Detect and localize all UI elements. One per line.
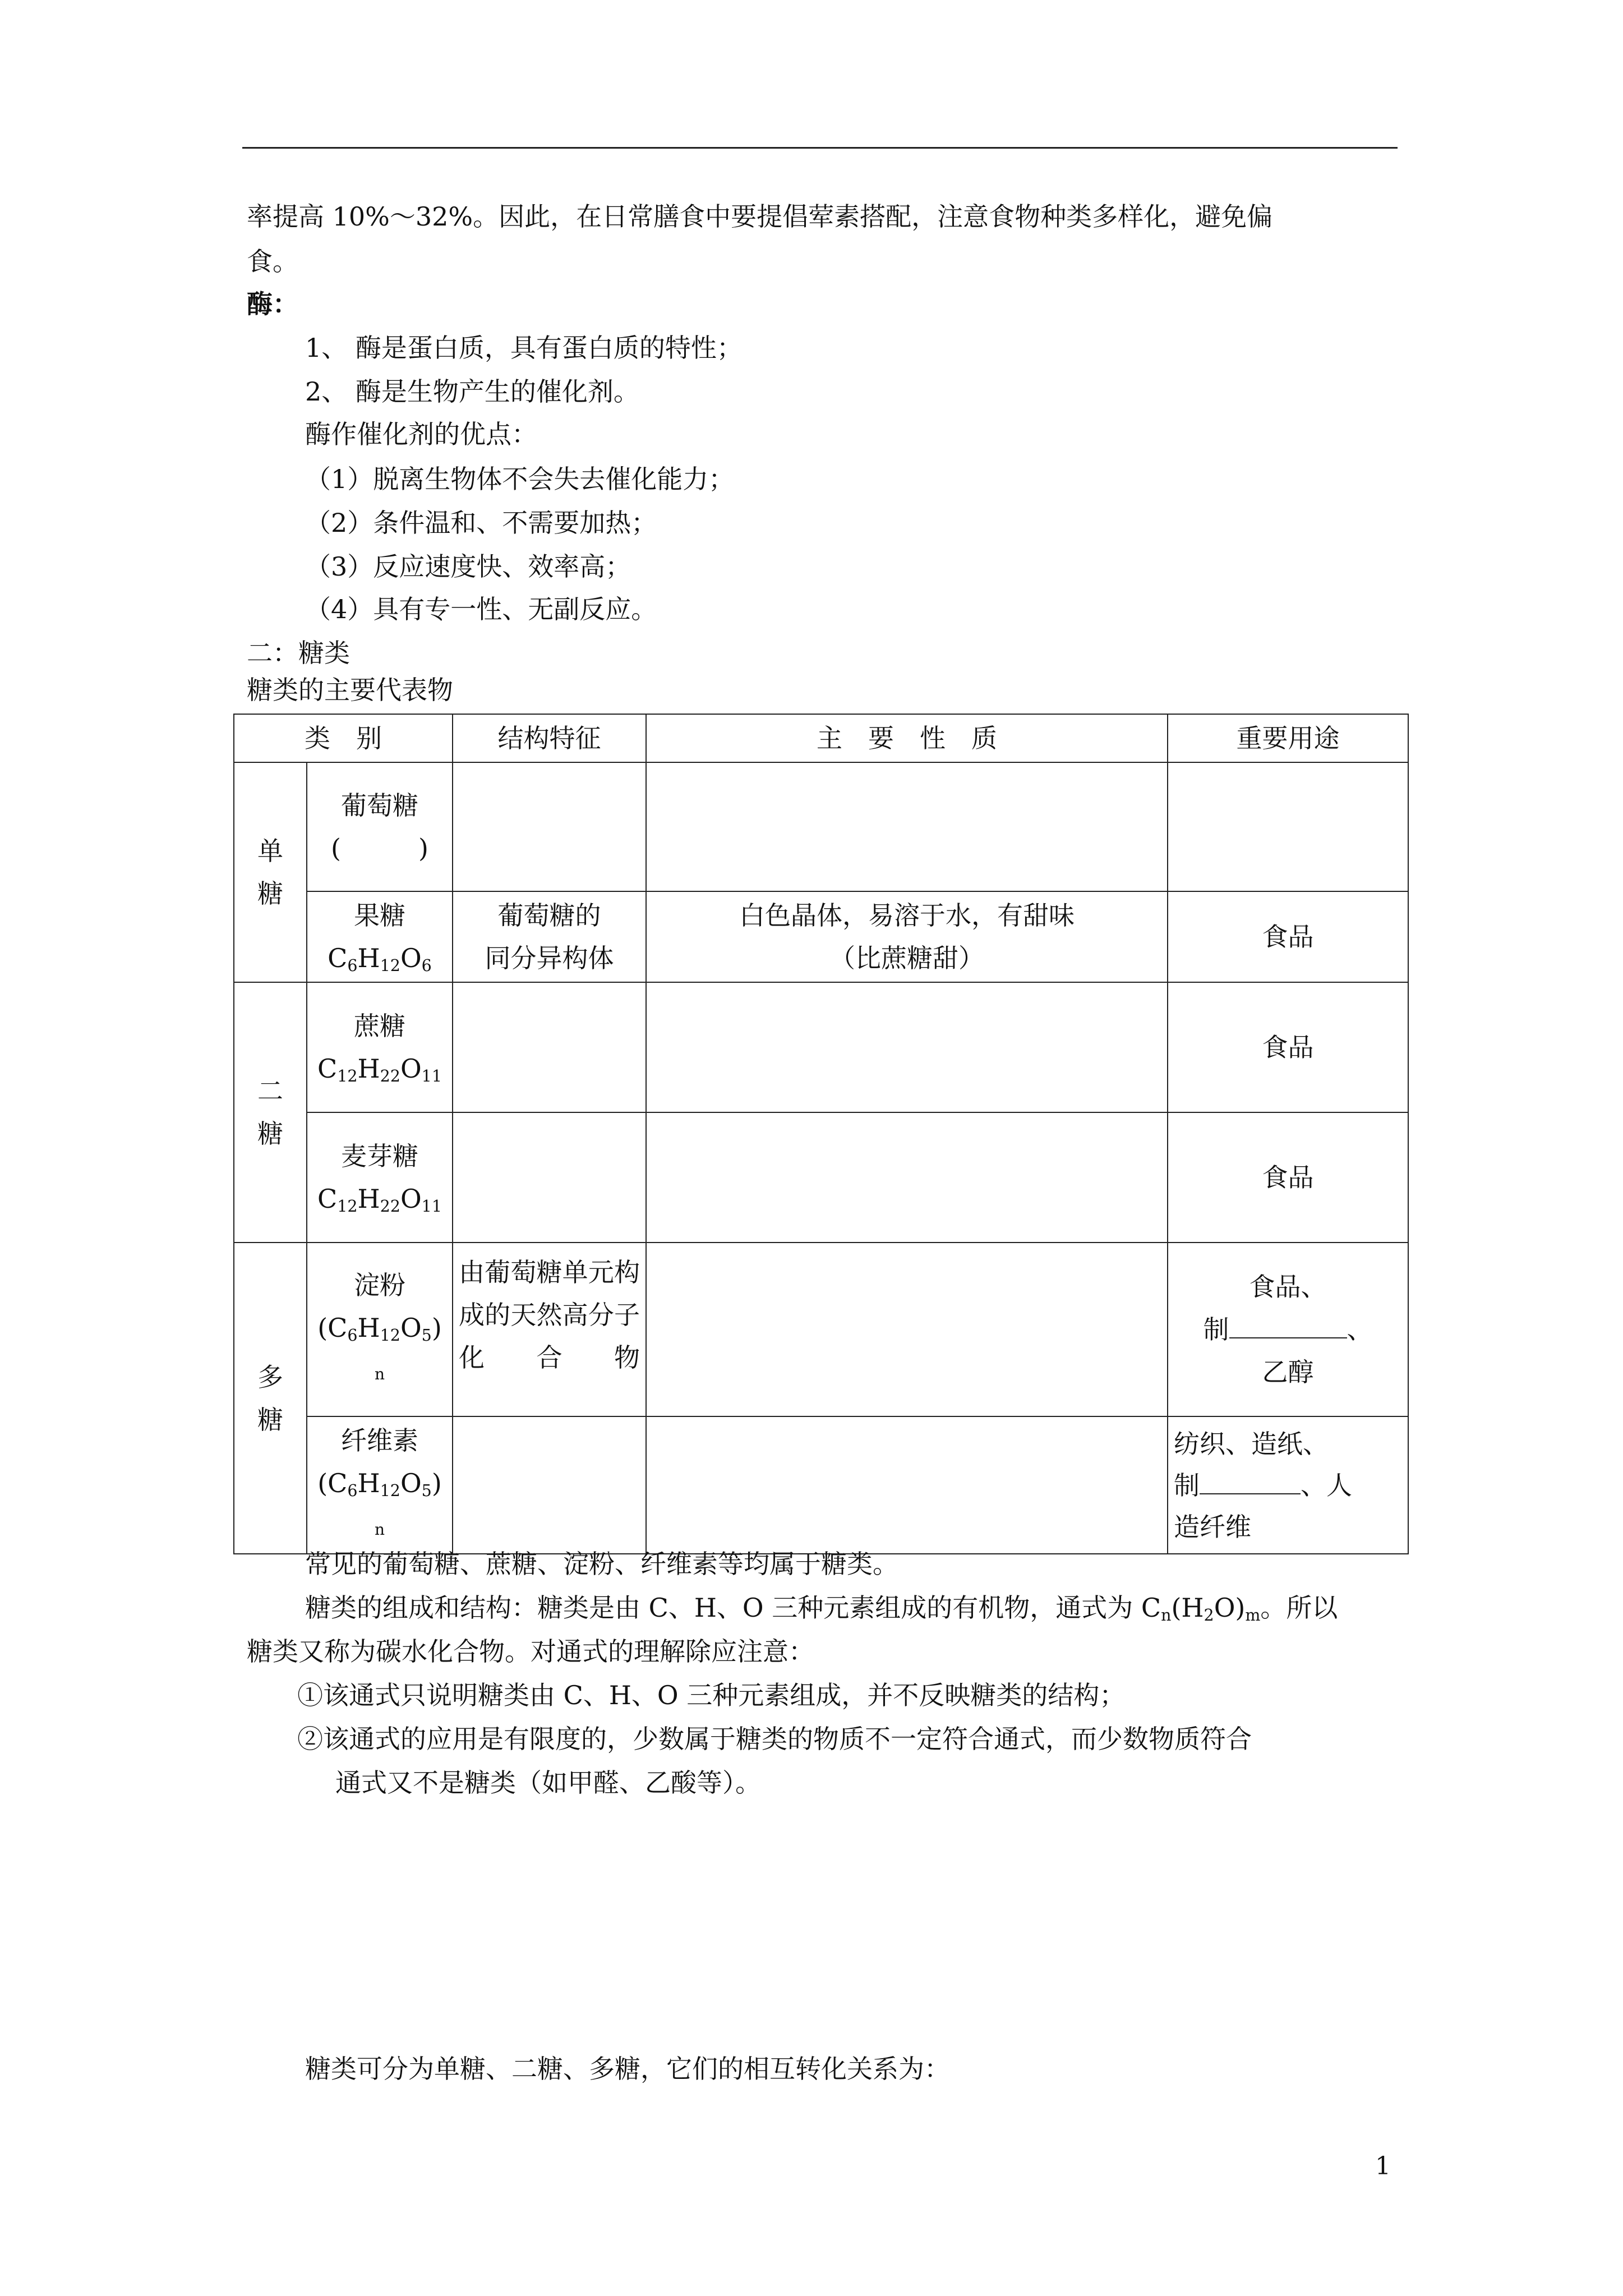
maltose-structure — [453, 1112, 646, 1243]
enzyme-advantages-title: 酶作催化剂的优点： — [305, 419, 537, 449]
starch-use-line-2 — [1204, 1314, 1373, 1345]
group-poly-char-1: 多 — [257, 1361, 283, 1392]
enzyme-advantage-2: （2）条件温和、不需要加热； — [305, 508, 657, 538]
cellulose-use-line-2 — [1174, 1470, 1352, 1501]
para-classification: 糖类可分为单糖、二糖、多糖，它们的相互转化关系为： — [305, 2054, 950, 2084]
fructose-use: 食品 — [1168, 891, 1408, 982]
starch-use-suffix: 、 — [1347, 1314, 1373, 1345]
table-row-sucrose — [234, 982, 1408, 1112]
glucose-structure — [453, 762, 646, 891]
table-row-glucose — [234, 762, 1408, 891]
maltose-cell — [307, 1112, 453, 1243]
para-common-sugars: 常见的葡萄糖、蔗糖、淀粉、纤维素等均属于糖类。 — [305, 1549, 898, 1579]
starch-use-line-1: 食品、 — [1249, 1272, 1327, 1302]
group-di-char-1: 二 — [257, 1076, 283, 1106]
starch-cell — [307, 1243, 453, 1416]
cellulose-use-blank[interactable] — [1200, 1470, 1301, 1494]
header-use: 重要用途 — [1168, 714, 1408, 762]
maltose-formula: $C_{12}H_{22}O_{11}$ — [317, 1184, 442, 1216]
group-polysaccharide — [234, 1243, 307, 1554]
starch-formula: $(C_6H_{12}O_5)$ — [317, 1312, 442, 1345]
composition-text: 糖类的组成和结构：糖类是由 C、H、O 三种元素组成的有机物，通式为 — [305, 1593, 1141, 1623]
sucrose-formula: $C_{12}H_{22}O_{11}$ — [317, 1053, 442, 1086]
starch-formula-n: n — [374, 1364, 385, 1383]
table-caption: 糖类的主要代表物 — [247, 675, 453, 705]
header-category: 类 别 — [234, 714, 453, 762]
sucrose-name: 蔗糖 — [354, 1011, 405, 1041]
group-monosaccharide — [234, 762, 307, 982]
maltose-use: 食品 — [1168, 1112, 1408, 1243]
header-property: 主 要 性 质 — [646, 714, 1168, 762]
maltose-name: 麦芽糖 — [341, 1141, 418, 1171]
maltose-property — [646, 1112, 1168, 1243]
glucose-property — [646, 762, 1168, 891]
sucrose-structure — [453, 982, 646, 1112]
cellulose-structure — [453, 1416, 646, 1554]
sucrose-use: 食品 — [1168, 982, 1408, 1112]
section-2-title: 二：糖类 — [247, 638, 350, 668]
group-di-char-2: 糖 — [257, 1119, 283, 1149]
intro-line-2: 食。 — [247, 246, 298, 277]
fructose-property-line-2: （比蔗糖甜） — [829, 943, 984, 973]
starch-name: 淀粉 — [354, 1269, 405, 1300]
enzyme-advantage-4: （4）具有专一性、无副反应。 — [305, 594, 657, 624]
sugar-table — [233, 714, 1409, 1554]
para-composition — [305, 1591, 1338, 1625]
cellulose-use-line-3: 造纤维 — [1174, 1511, 1251, 1542]
fructose-name: 果糖 — [354, 900, 405, 931]
cellulose-formula-n: n — [374, 1520, 385, 1539]
composition-text-end: 。所以 — [1260, 1593, 1338, 1623]
group-disaccharide — [234, 982, 307, 1243]
fructose-formula: $C_6H_{12}O_6$ — [328, 943, 432, 976]
enzyme-point-1: 1、 酶是蛋白质，具有蛋白质的特性； — [305, 333, 743, 363]
glucose-formula-blank: ( ) — [331, 833, 428, 863]
glucose-cell — [307, 762, 453, 891]
enzyme-advantage-1: （1）脱离生物体不会失去催化能力； — [305, 464, 735, 494]
group-mono-char-1: 单 — [257, 836, 283, 866]
note-2-line-1: ②该通式的应用是有限度的，少数属于糖类的物质不一定符合通式，而少数物质符合 — [297, 1724, 1252, 1754]
enzyme-point-2: 2、 酶是生物产生的催化剂。 — [305, 376, 639, 407]
cellulose-cell — [307, 1416, 453, 1554]
table-row-starch — [234, 1243, 1408, 1416]
general-formula: $C_n(H_2O)_m$ — [1141, 1593, 1261, 1625]
cellulose-name: 纤维素 — [341, 1425, 418, 1456]
starch-use-blank[interactable] — [1229, 1314, 1347, 1338]
para-carbohydrate: 糖类又称为碳水化合物。对通式的理解除应注意： — [247, 1636, 814, 1667]
table-row-cellulose — [234, 1416, 1408, 1554]
starch-property — [646, 1243, 1168, 1416]
sucrose-cell — [307, 982, 453, 1112]
enzyme-heading: 酶： — [247, 289, 298, 319]
note-2-line-2: 通式又不是糖类（如甲醛、乙酸等）。 — [335, 1768, 761, 1798]
fructose-structure — [453, 891, 646, 982]
glucose-name: 葡萄糖 — [341, 790, 418, 821]
group-poly-char-2: 糖 — [257, 1404, 283, 1435]
cellulose-use-prefix: 制 — [1174, 1470, 1200, 1501]
table-row-maltose — [234, 1112, 1408, 1243]
page-number: 1 — [1375, 2152, 1391, 2180]
cellulose-use-line-1: 纺织、造纸、 — [1174, 1428, 1329, 1459]
fructose-cell — [307, 891, 453, 982]
cellulose-property — [646, 1416, 1168, 1554]
cellulose-use — [1168, 1416, 1408, 1554]
fructose-structure-line-1: 葡萄糖的 — [497, 900, 601, 931]
cellulose-use-suffix: 、人 — [1301, 1470, 1352, 1501]
starch-use-prefix: 制 — [1203, 1314, 1229, 1345]
header-structure: 结构特征 — [453, 714, 646, 762]
fructose-property-line-1: 白色晶体，易溶于水，有甜味 — [739, 900, 1075, 931]
header-rule — [242, 147, 1398, 149]
note-1: ①该通式只说明糖类由 C、H、O 三种元素组成，并不反映糖类的结构； — [297, 1680, 1126, 1710]
enzyme-advantage-3: （3）反应速度快、效率高； — [305, 551, 631, 582]
cellulose-formula: $(C_6H_{12}O_5)$ — [317, 1468, 442, 1501]
starch-use — [1168, 1243, 1408, 1416]
starch-use-line-3: 乙醇 — [1262, 1357, 1314, 1387]
table-header-row — [234, 714, 1408, 762]
fructose-structure-line-2: 同分异构体 — [485, 943, 614, 973]
table-row-fructose — [234, 891, 1408, 982]
glucose-use — [1168, 762, 1408, 891]
sucrose-property — [646, 982, 1168, 1112]
starch-structure: 由葡萄糖单元构成的天然高分子化合物 — [453, 1243, 646, 1416]
fructose-property — [646, 891, 1168, 982]
group-mono-char-2: 糖 — [257, 878, 283, 909]
intro-line-1: 率提高 10%～32%。因此，在日常膳食中要提倡荤素搭配，注意食物种类多样化，避免偏 — [247, 201, 1273, 232]
